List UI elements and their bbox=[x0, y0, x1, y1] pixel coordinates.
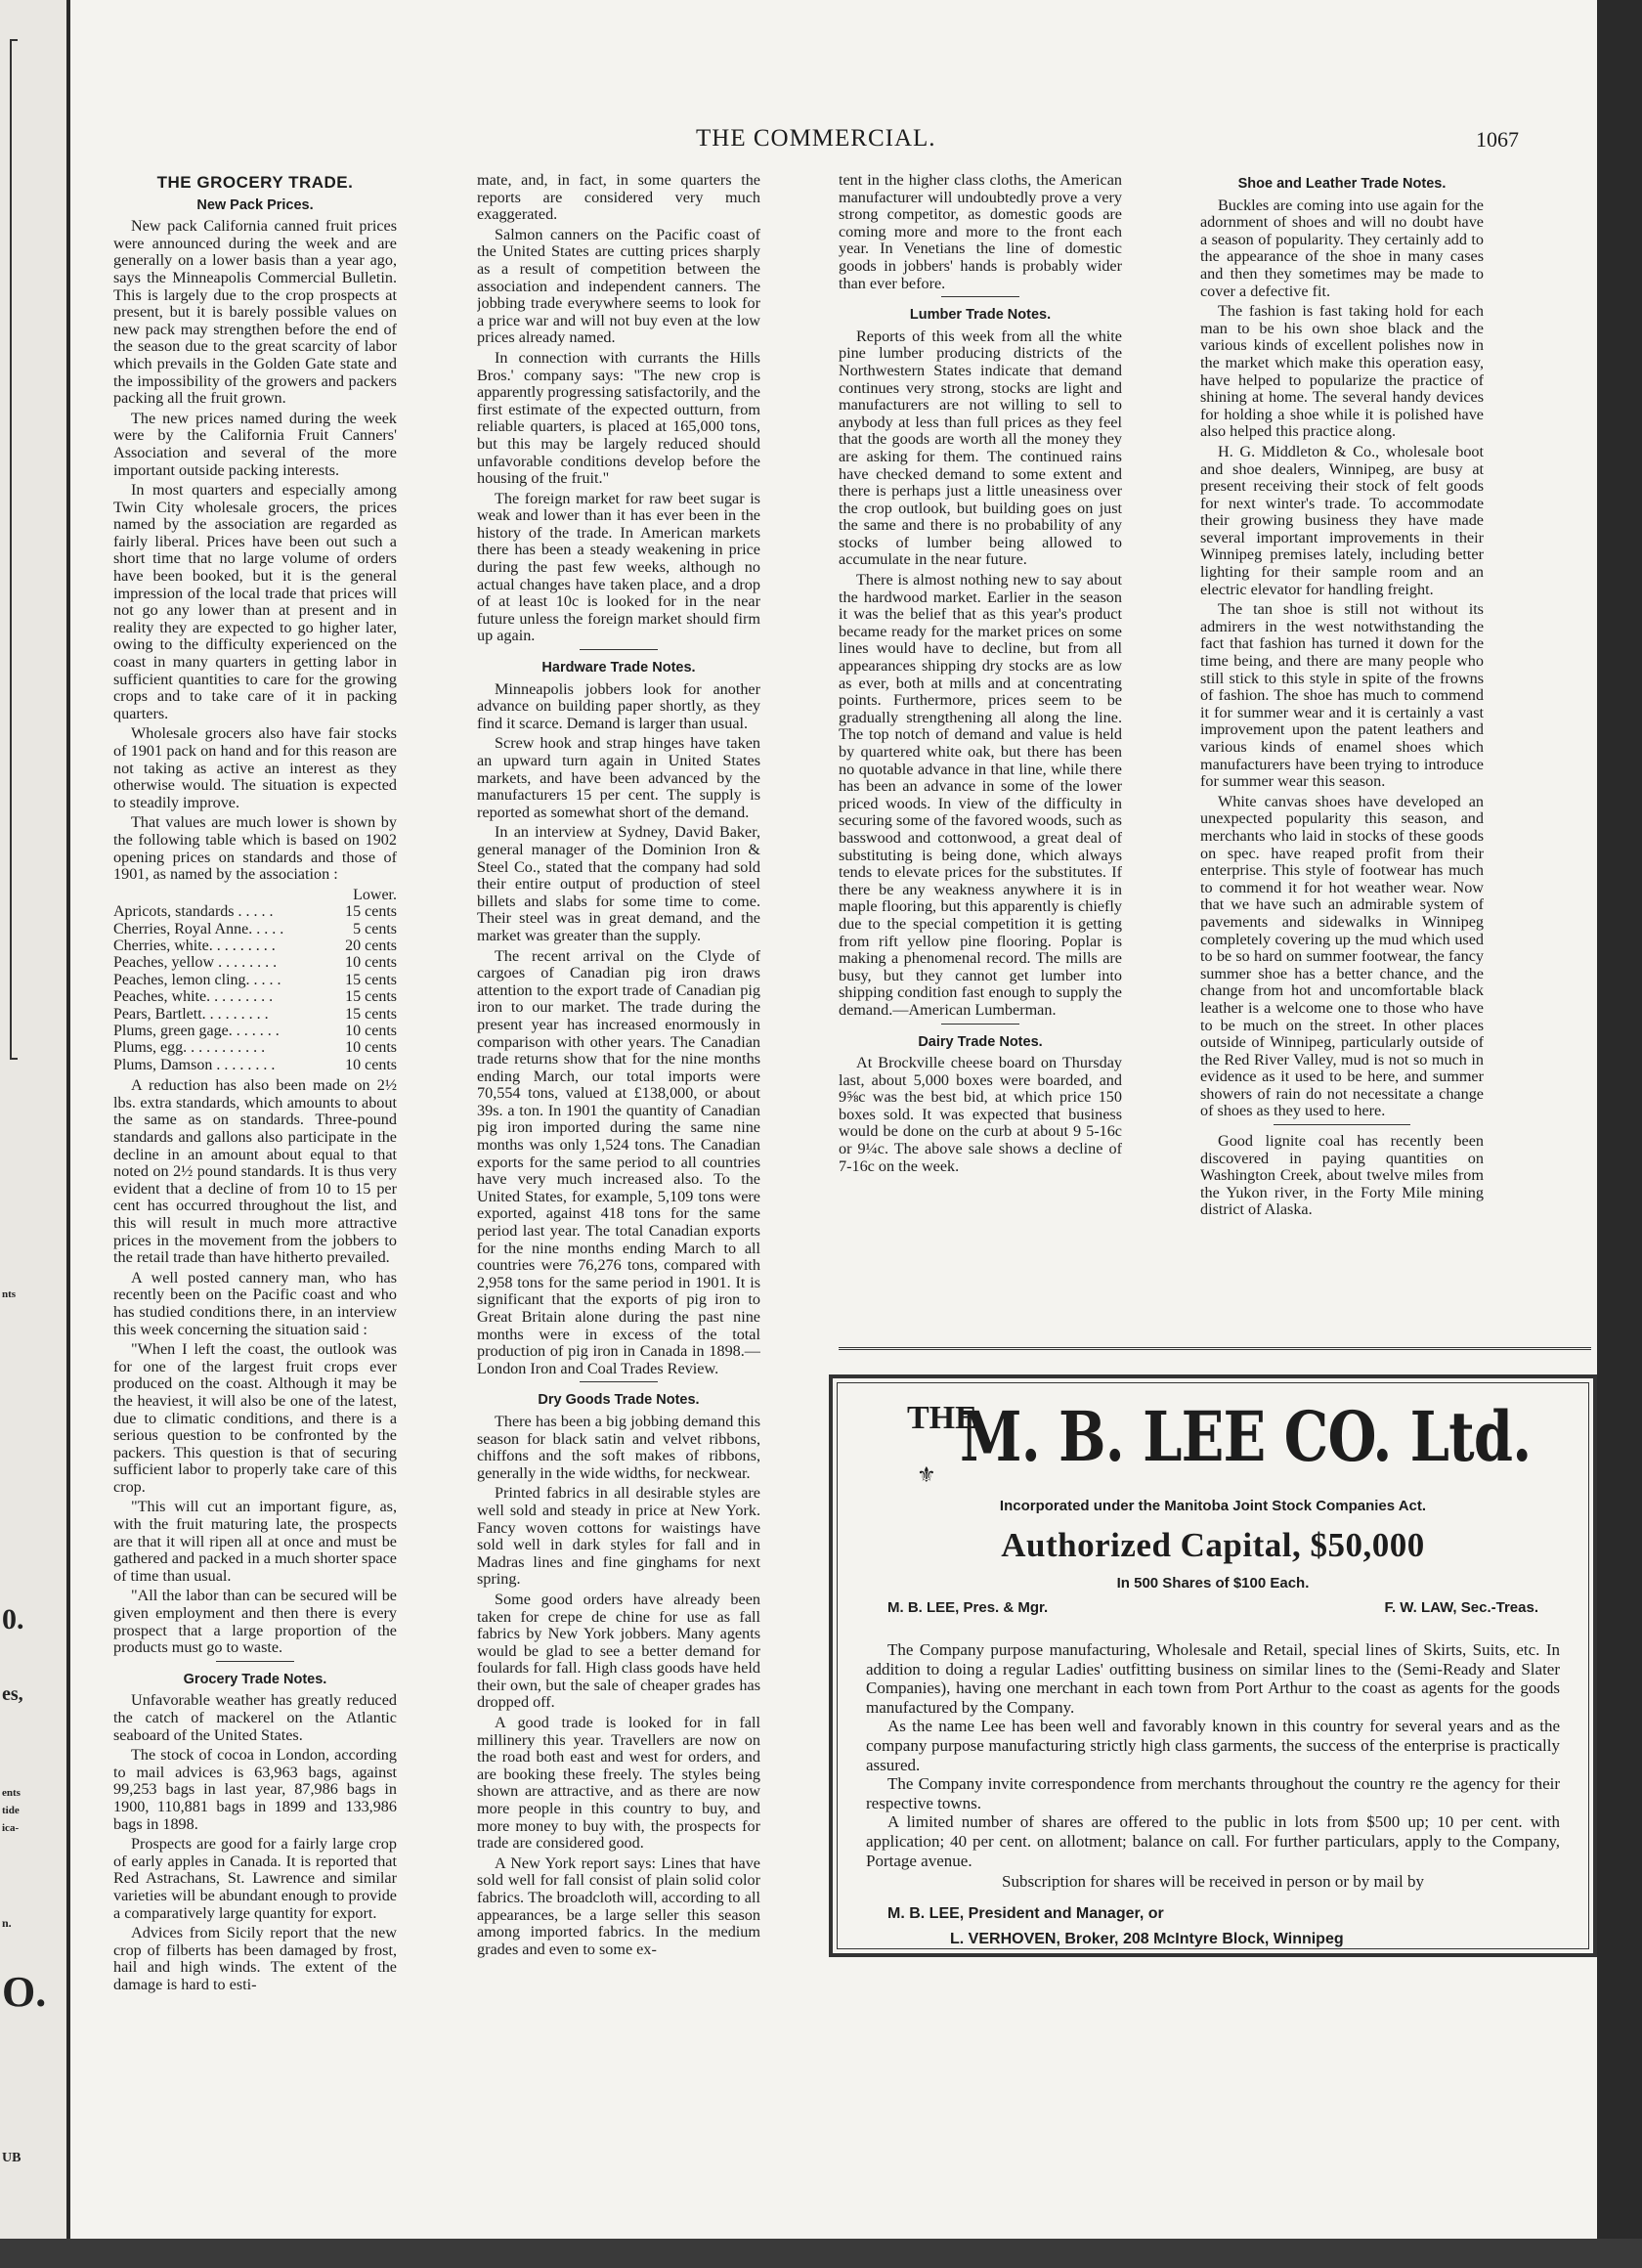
paragraph: Unfavorable weather has greatly reduced the catch of mackerel on the Atlantic seaboard of the United States. bbox=[113, 1691, 397, 1744]
table-cell: 10 cents bbox=[345, 954, 397, 972]
paragraph: mate, and, in fact, in some quarters the reports are considered very much exaggerated. bbox=[477, 172, 760, 224]
table-cell: Plums, green gage. . . . . . . bbox=[113, 1023, 280, 1039]
table-cell: Plums, egg. . . . . . . . . . . bbox=[113, 1039, 266, 1057]
paragraph: Reports of this week from all the white pine lumber producing districts of the Northwestern States indicate that demand continues very strong, stocks are light and manufacturers are not willing to sell to anybody at less than full prices as they feel that the goods are worth all the money they are asking for them. The continued rains have checked demand to some extent and there is perhaps just a little uneasiness over the crop outlook, but building goes on just the same and there is no probability of any stocks of lumber being allowed to accumulate in the near future. bbox=[839, 327, 1122, 569]
paragraph: In most quarters and especially among Twin City wholesale grocers, the prices named by the association are regarded as fairly liberal. Prices have been out such a short time that no large volume of orders have been booked, but it is the general impression of the local trade that prices will not go any lower than at present and in reality they are expected to go higher later, owing to the difficulty experienced on the coast in many quarters in getting labor in sufficient quantities to care for the growing crops and to take care of it in packing quarters. bbox=[113, 481, 397, 722]
section-divider bbox=[1274, 1124, 1410, 1125]
table-cell: 20 cents bbox=[345, 937, 397, 954]
section-title: THE GROCERY TRADE. bbox=[156, 173, 354, 192]
table-cell: 10 cents bbox=[345, 1056, 397, 1073]
paragraph: Screw hook and strap hinges have taken an upward turn again in United States markets, and have been advanced by the manufacturers 15 per cent. The supply is reported as somewhat short of the demand. bbox=[477, 734, 760, 821]
paragraph: The stock of cocoa in London, according to mail advices is 63,963 bags, against 99,253 bags in last year, 87,986 bags in 1900, 110,881 bags in 1899 and 133,986 bags in 1898. bbox=[113, 1746, 397, 1833]
page-number: 1067 bbox=[1476, 127, 1519, 152]
section-divider bbox=[941, 296, 1019, 297]
table-cell: 15 cents bbox=[345, 971, 397, 988]
paragraph: Minneapolis jobbers look for another advance on building paper shortly, as they find it scarce. Demand is larger than usual. bbox=[477, 679, 760, 732]
paragraph: The new prices named during the week were by the California Fruit Canners' Association and several of the more important outside packing interests. bbox=[113, 409, 397, 479]
paragraph: In connection with currants the Hills Bros.' company says: "The new crop is apparently progressing satisfactorily, and the first estimate of the expected outturn, from reliable quarters, is placed at 165,000 tons, but this may be largely reduced should unfavorable conditions develop before the housing of the fruit." bbox=[477, 348, 760, 488]
article-title: Shoe and Leather Trade Notes. bbox=[1237, 176, 1447, 192]
paragraph: The recent arrival on the Clyde of cargoes of Canadian pig iron draws attention to the export trade of Canadian pig iron to our market. The trade during the present year has increased enormously in comparison with other years. The Canadian trade returns show that for the nine months ending March, our total imports were 70,554 tons, valued at £138,000, or about 39s. a ton. In 1901 the quantity of Canadian pig iron imported during the same nine months was only 1,524 tons. The Canadian exports for the same period to all countries have very much increased also. To the United States, for example, 5,109 tons were exported, against 418 tons for the same period last year. The total Canadian exports for the nine months ending March to all countries were 76,276 tons, compared with 2,958 tons for the same period in 1901. It is significant that the exports of pig iron to Great Britain alone during the past nine months were in excess of the total production of pig iron in Canada in 1898.—London Iron and Coal Trades Review. bbox=[477, 946, 760, 1377]
table-row bbox=[113, 954, 397, 971]
table-cell: Apricots, standards . . . . . bbox=[113, 903, 274, 921]
margin-fragment: tide bbox=[2, 1805, 20, 1816]
margin-fragment: ents bbox=[2, 1787, 21, 1799]
table-row bbox=[113, 1039, 397, 1056]
paragraph: The fashion is fast taking hold for each man to be his own shoe black and the various kinds of excellent polishes now in the market which make this operation easy, have helped to popularize the practice of shining at home. The several handy devices for holding a shoe while it is polished have also helped this practice along. bbox=[1200, 302, 1484, 441]
table-cell: Cherries, white. . . . . . . . . bbox=[113, 937, 276, 954]
paragraph: A New York report says: Lines that have sold well for fall consist of plain solid color fabrics. The broadcloth will, according to all appearances, be a large seller this season among imported fabrics. In the medium grades and even to some ex- bbox=[477, 1854, 760, 1958]
paragraph: "All the labor than can be secured will be given employment and then there is every prospect that a large proportion of the products must go to waste. bbox=[113, 1587, 397, 1657]
contact-primary: M. B. LEE, President and Manager, or bbox=[887, 1905, 1164, 1923]
table-cell: Peaches, lemon cling. . . . . bbox=[113, 971, 281, 988]
table-cell: 5 cents bbox=[353, 920, 397, 938]
margin-fragment: O. bbox=[2, 1968, 47, 2016]
paragraph: White canvas shoes have developed an unexpected popularity this season, and merchants who laid in stocks of these goods on spec. have reaped profit from their enterprise. This style of footwear has much to commend it for hot weather wear. Now that we have such an admirable system of pavements and sidewalks in Winnipeg completely covering up the mud which used to be so hard on summer footwear, the fancy summer shoe has a better chance, and the change from hot and uncomfortable black leather is a welcome one to those who have to be much on the street. In other places outside of Winnipeg, particularly outside of the Red River Valley, mud is not so much in evidence as it used to be here, and summer showers of rain do not necessitate a change of shoes as they used to here. bbox=[1200, 792, 1484, 1120]
table-cell: Peaches, yellow . . . . . . . . bbox=[113, 954, 278, 972]
table-row bbox=[113, 972, 397, 988]
paragraph: The tan shoe is still not without its admirers in the west notwithstanding the fact that fashion has turned it down for the time being, and there are many people who still stick to this style in spite of the frowns of fashion. The shoe has much to commend it for summer wear and it is certainly a vast improvement upon the patent leathers and various kinds of enamel shoes which manufacturers have been trying to introduce for summer wear this season. bbox=[1200, 600, 1484, 791]
company-name: M. B. LEE CO. Ltd. bbox=[960, 1396, 1532, 1477]
article-title: Lumber Trade Notes. bbox=[909, 307, 1052, 324]
margin-fragment: ica- bbox=[2, 1822, 20, 1834]
table-cell: 15 cents bbox=[345, 988, 397, 1006]
publication-title: THE COMMERCIAL. bbox=[696, 125, 936, 152]
paragraph: Printed fabrics in all desirable styles are well sold and steady in price at New York. Fancy woven cottons for waistings have sold well in dark styles for fall and in Madras lines and fine ginghams for next spring. bbox=[477, 1484, 760, 1589]
advertisement-header bbox=[852, 1396, 1574, 1494]
section-divider bbox=[216, 1661, 294, 1662]
margin-fragment: es, bbox=[2, 1683, 23, 1705]
column-2 bbox=[477, 172, 760, 2254]
table-cell: Cherries, Royal Anne. . . . . bbox=[113, 920, 284, 938]
paragraph: That values are much lower is shown by the following table which is based on 1902 opening prices on standards and those of 1901, as named by the association : bbox=[113, 813, 397, 884]
paragraph: There has been a big jobbing demand this season for black satin and velvet ribbons, chiffons and the soft makes of ribbons, generally in the wide widths, for neckwear. bbox=[477, 1412, 760, 1482]
paragraph: Salmon canners on the Pacific coast of the United States are cutting prices sharply as a result of competition between the association and independent canners. The jobbing trade everywhere seems to look for a price war and will not buy even at the low prices already named. bbox=[477, 225, 760, 347]
article-title: Dairy Trade Notes. bbox=[918, 1033, 1043, 1050]
subscription-line: Subscription for shares will be received in person or by mail by bbox=[1002, 1872, 1424, 1892]
margin-fragment: n. bbox=[2, 1916, 12, 1930]
authorized-capital: Authorized Capital, $50,000 bbox=[1001, 1526, 1425, 1564]
contact-secondary: L. VERHOVEN, Broker, 208 McIntyre Block, Winnipeg bbox=[950, 1931, 1344, 1948]
advertisement-body bbox=[852, 1640, 1574, 1892]
margin-fragment: 0. bbox=[2, 1603, 24, 1636]
paragraph: Advices from Sicily report that the new crop of filberts has been damaged by frost, hail and high winds. The extent of the damage is hard to esti- bbox=[113, 1924, 397, 1993]
fleur-de-lis-icon: ⚜ bbox=[917, 1462, 936, 1487]
table-row bbox=[113, 938, 397, 954]
table-cell: 10 cents bbox=[345, 1039, 397, 1057]
treasurer-name: F. W. LAW, Sec.-Treas. bbox=[1384, 1599, 1538, 1616]
table-cell: Peaches, white. . . . . . . . . bbox=[113, 988, 274, 1006]
table-row bbox=[113, 1057, 397, 1073]
table-cell: Pears, Bartlett. . . . . . . . . bbox=[113, 1005, 269, 1023]
table-row bbox=[113, 903, 397, 920]
price-table-header: Lower. bbox=[353, 886, 397, 903]
adjacent-page-margin bbox=[0, 0, 66, 2268]
scan-bottom-edge bbox=[0, 2239, 1642, 2268]
paragraph: tent in the higher class cloths, the American manufacturer will undoubtedly prove a very strong competitor, as domestic goods are coming more and more to the front each year. In Venetians the line of domestic goods in jobbers' hands is probably wider than ever before. bbox=[839, 172, 1122, 292]
ad-paragraph: As the name Lee has been well and favorably known in this country for several years and as the company purpose manufacturing strictly high class garments, the success of the enterprise is practically assured. bbox=[866, 1717, 1560, 1774]
article-title: Grocery Trade Notes. bbox=[183, 1671, 327, 1687]
column-4 bbox=[1200, 172, 1484, 1335]
margin-fragment: UB bbox=[2, 2151, 22, 2165]
paragraph: "This will cut an important figure, as, with the fruit maturing late, the prospects are that it will ripen all at once and must be gathered and packed in a much shorter space of time than usual. bbox=[113, 1498, 397, 1585]
column-1 bbox=[113, 172, 397, 2254]
ad-paragraph: The Company invite correspondence from merchants throughout the country re the agency for their respective towns. bbox=[866, 1774, 1560, 1812]
paragraph: H. G. Middleton & Co., wholesale boot and shoe dealers, Winnipeg, are busy at present receiving their stock of felt goods for next winter's trade. To accommodate their growing business they have made several important improvements in their Winnipeg premises lately, including better lighting for their sample room and an electric elevator for handling freight. bbox=[1200, 442, 1484, 598]
section-divider bbox=[580, 1381, 658, 1382]
table-row bbox=[113, 1006, 397, 1023]
table-cell: 15 cents bbox=[345, 903, 397, 921]
article-title: Hardware Trade Notes. bbox=[541, 660, 696, 676]
paragraph: A well posted cannery man, who has recently been on the Pacific coast and who has studied conditions there, in an interview this week concerning the situation said : bbox=[113, 1268, 397, 1338]
paragraph: New pack California canned fruit prices were announced during the week and are generally on a lower basis than a year ago, says the Minneapolis Commercial Bulletin. This is largely due to the crop prospects at present, but it is barely possible values on new pack may strengthen before the end of the season due to the great scarcity of labor which prevails in the Golden Gate state and the impossibility of the growers and packers packing all the fruit grown. bbox=[113, 217, 397, 408]
paragraph: The foreign market for raw beet sugar is weak and lower than it has ever been in the history of the trade. In American markets there has been a steady weakening in price during the past few weeks, although no actual changes have taken place, and a drop of at least 10c is looked for in the near future unless the foreign market should firm up again. bbox=[477, 489, 760, 645]
paragraph: A reduction has also been made on 2½ lbs. extra standards, which amounts to about the same as on standards. Three-pound standards and gallons also participate in the decline in an amount about equal to that noted on 2½ pound standards. It is thus very evident that a decline of from 10 to 15 per cent has occurred throughout the list, and this will result in much more attractive prices in the movement from the jobbers to the retail trade than have hitherto prevailed. bbox=[113, 1076, 397, 1267]
paragraph: There is almost nothing new to say about the hardwood market. Earlier in the season it was the belief that as this year's product became ready for the market prices on some lines would have to decline, but from all appearances shipping dry stocks are as low as ever, both at mills and at concentrating points. Furthermore, prices seem to be gradually strengthening all along the line. The top notch of demand and value is held by quartered white oak, but there has been no quotable advance in that line, while there has been an advance in some of the lower priced woods. In view of the difficulty in securing some of the favored woods, such as basswood and cottonwood, a great deal of substituting is being done, which always tends to elevate prices for the substitutes. If there be any weakness anywhere it is in maple flooring, but this apparently is chiefly due to the special competition it is getting from rift yellow pine flooring. Poplar is making a phenomenal record. The mills are busy, but they cannot get lumber into shipping condition fast enough to supply the demand.—American Lumberman. bbox=[839, 571, 1122, 1019]
ad-paragraph: A limited number of shares are offered to the public in lots from $500 up; 10 per cent. with application; 40 per cent. on allotment; balance on call. For further particulars, apply to the Company, Portage avenue. bbox=[866, 1812, 1560, 1870]
section-divider bbox=[580, 649, 658, 650]
adjacent-page-rule bbox=[10, 39, 18, 1060]
table-cell: Plums, Damson . . . . . . . . bbox=[113, 1056, 276, 1073]
running-head bbox=[70, 125, 1597, 154]
margin-fragment: nts bbox=[2, 1288, 17, 1300]
article-title: New Pack Prices. bbox=[196, 196, 314, 213]
newspaper-page bbox=[70, 0, 1597, 2268]
paragraph: A good trade is looked for in fall millinery this year. Travellers are now on the road both east and west for orders, and are booking these freely. The styles being shown are attractive, and as there are now more people in this country to buy, and more money to buy with, the prospects for trade are considered good. bbox=[477, 1714, 760, 1853]
ad-paragraph: The Company purpose manufacturing, Wholesale and Retail, special lines of Skirts, Suits, etc. In addition to doing a regular Ladies' outfitting business on similar lines to the (Semi-Ready and Slater Companies), having one merchant in each town from Port Arthur to the coast as agents for the goods manufactured by the Company. bbox=[866, 1640, 1560, 1717]
paragraph: Wholesale grocers also have fair stocks of 1901 pack on hand and for this reason are not taking as active an interest as they otherwise would. The situation is expected to steadily improve. bbox=[113, 724, 397, 811]
paragraph: In an interview at Sydney, David Baker, general manager of the Dominion Iron & Steel Co., stated that the company had sold their entire output of production of steel billets and slabs for some time to come. Their steel was in great demand, and the market was greater than the supply. bbox=[477, 823, 760, 944]
advertisement-box bbox=[829, 1374, 1597, 1957]
section-divider bbox=[941, 1024, 1019, 1025]
advertisement-top-rule bbox=[839, 1347, 1591, 1350]
incorporation-line: Incorporated under the Manitoba Joint Stock Companies Act. bbox=[999, 1498, 1427, 1514]
paragraph: At Brockville cheese board on Thursday last, about 5,000 boxes were boarded, and 9⅝c was the best bid, at which price 150 boxes sold. It was expected that business would be done on the curb at about 9 5-16c or 9¼c. The above sale shows a decline of 7-16c on the week. bbox=[839, 1054, 1122, 1175]
paragraph: Good lignite coal has recently been discovered in paying quantities on Washington Creek, about twelve miles from the Yukon river, in the Forty Mile mining district of Alaska. bbox=[1200, 1132, 1484, 1219]
article-title: Dry Goods Trade Notes. bbox=[538, 1392, 700, 1409]
table-row bbox=[113, 988, 397, 1005]
paragraph: "When I left the coast, the outlook was for one of the largest fruit crops ever produced on the coast. Although it may be the heaviest, it will also be one of the latest, due to climatic conditions, and there is a serious question to be confronted by the packers. This question is that of securing sufficient labor to properly take care of this crop. bbox=[113, 1340, 397, 1496]
ad-the-word: THE bbox=[907, 1400, 977, 1436]
table-cell: 15 cents bbox=[345, 1005, 397, 1023]
column-3 bbox=[839, 172, 1122, 1335]
paragraph: Buckles are coming into use again for the adornment of shoes and will no doubt have a season of popularity. They certainly add to the appearance of the shoe in many cases and then they sometimes may be made to cover a defective fit. bbox=[1200, 196, 1484, 300]
table-row bbox=[113, 921, 397, 938]
paragraph: Some good orders have already been taken for crepe de chine for use as fall fabrics by New York jobbers. Many agents would be glad to see a better demand for foulards for fall. High class goods have held their own, but the sale of cheaper grades has dropped off. bbox=[477, 1590, 760, 1712]
table-row bbox=[113, 1023, 397, 1039]
officers-line bbox=[852, 1599, 1574, 1621]
president-name: M. B. LEE, Pres. & Mgr. bbox=[887, 1599, 1049, 1616]
price-table bbox=[113, 887, 397, 1073]
table-cell: 10 cents bbox=[345, 1023, 397, 1039]
paragraph: Prospects are good for a fairly large crop of early apples in Canada. It is reported that Red Astrachans, St. Lawrence and similar varieties will be abundant enough to provide a comparatively large quantity for export. bbox=[113, 1835, 397, 1922]
shares-line: In 500 Shares of $100 Each. bbox=[1116, 1575, 1310, 1592]
